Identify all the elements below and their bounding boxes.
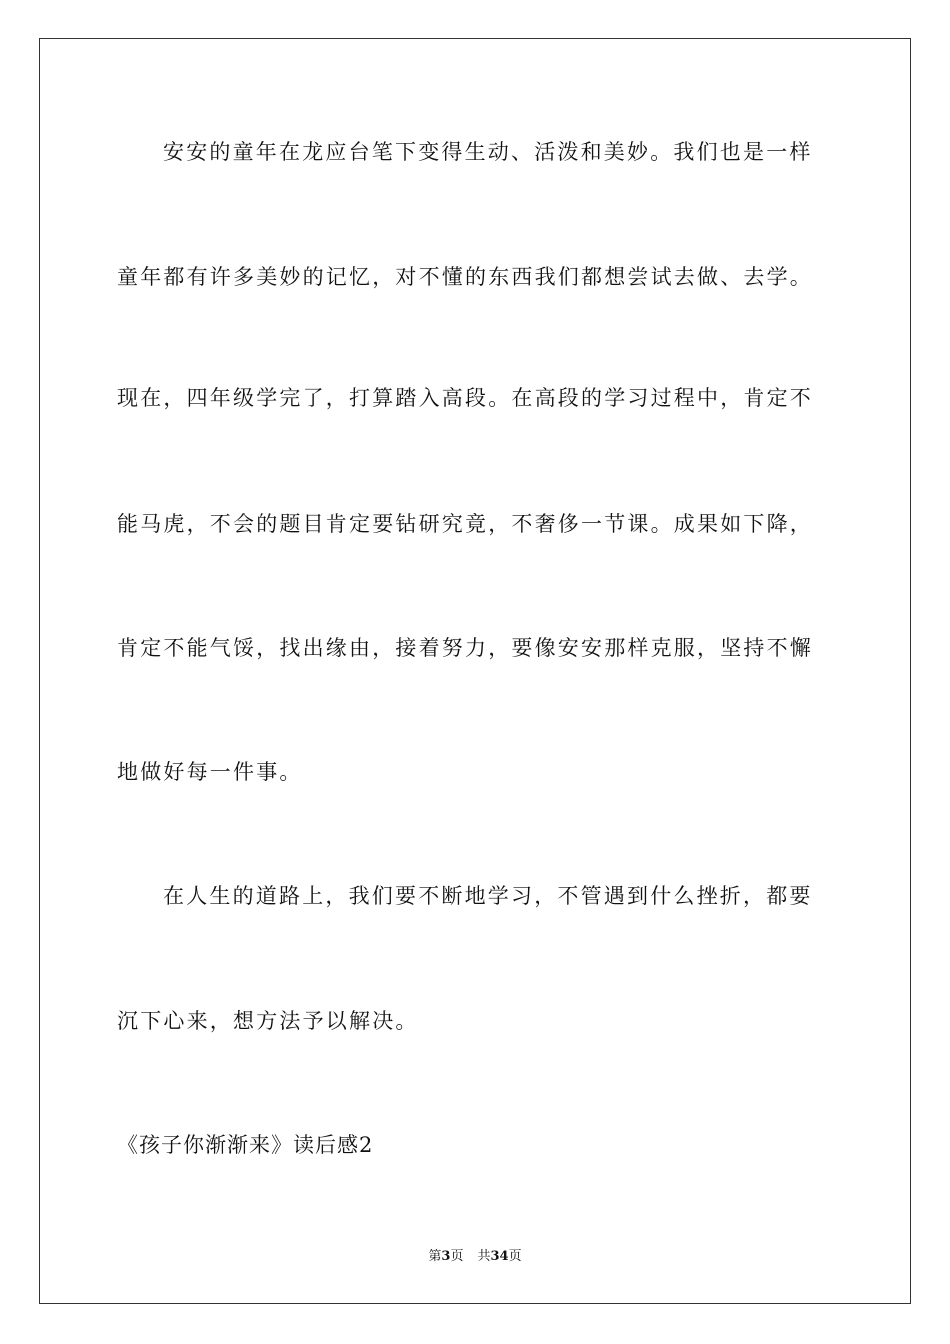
total-suffix: 页 bbox=[508, 1249, 522, 1264]
paragraph-line: 地做好每一件事。 bbox=[117, 760, 303, 784]
section-title: 《孩子你渐渐来》读后感2 bbox=[117, 1133, 374, 1157]
paragraph-line: 能马虎，不会的题目肯定要钻研究竟，不奢侈一节课。成果如下降， bbox=[117, 512, 813, 536]
page-number: 3 bbox=[441, 1249, 451, 1264]
paragraph-line: 在人生的道路上，我们要不断地学习，不管遇到什么挫折，都要 bbox=[163, 884, 813, 908]
page-prefix: 第 bbox=[428, 1249, 442, 1264]
total-pages: 34 bbox=[490, 1249, 509, 1264]
paragraph-line: 沉下心来，想方法予以解决。 bbox=[117, 1009, 419, 1033]
total-prefix: 共 bbox=[477, 1249, 491, 1264]
page-border bbox=[39, 38, 911, 1304]
page-footer bbox=[0, 1248, 950, 1266]
paragraph-line: 现在，四年级学完了，打算踏入高段。在高段的学习过程中，肯定不 bbox=[117, 386, 813, 410]
page-suffix: 页 bbox=[450, 1249, 464, 1264]
paragraph-line: 安安的童年在龙应台笔下变得生动、活泼和美妙。我们也是一样 bbox=[163, 140, 813, 164]
paragraph-line: 肯定不能气馁，找出缘由，接着努力，要像安安那样克服，坚持不懈 bbox=[117, 636, 813, 660]
paragraph-line: 童年都有许多美妙的记忆，对不懂的东西我们都想尝试去做、去学。 bbox=[117, 265, 813, 289]
